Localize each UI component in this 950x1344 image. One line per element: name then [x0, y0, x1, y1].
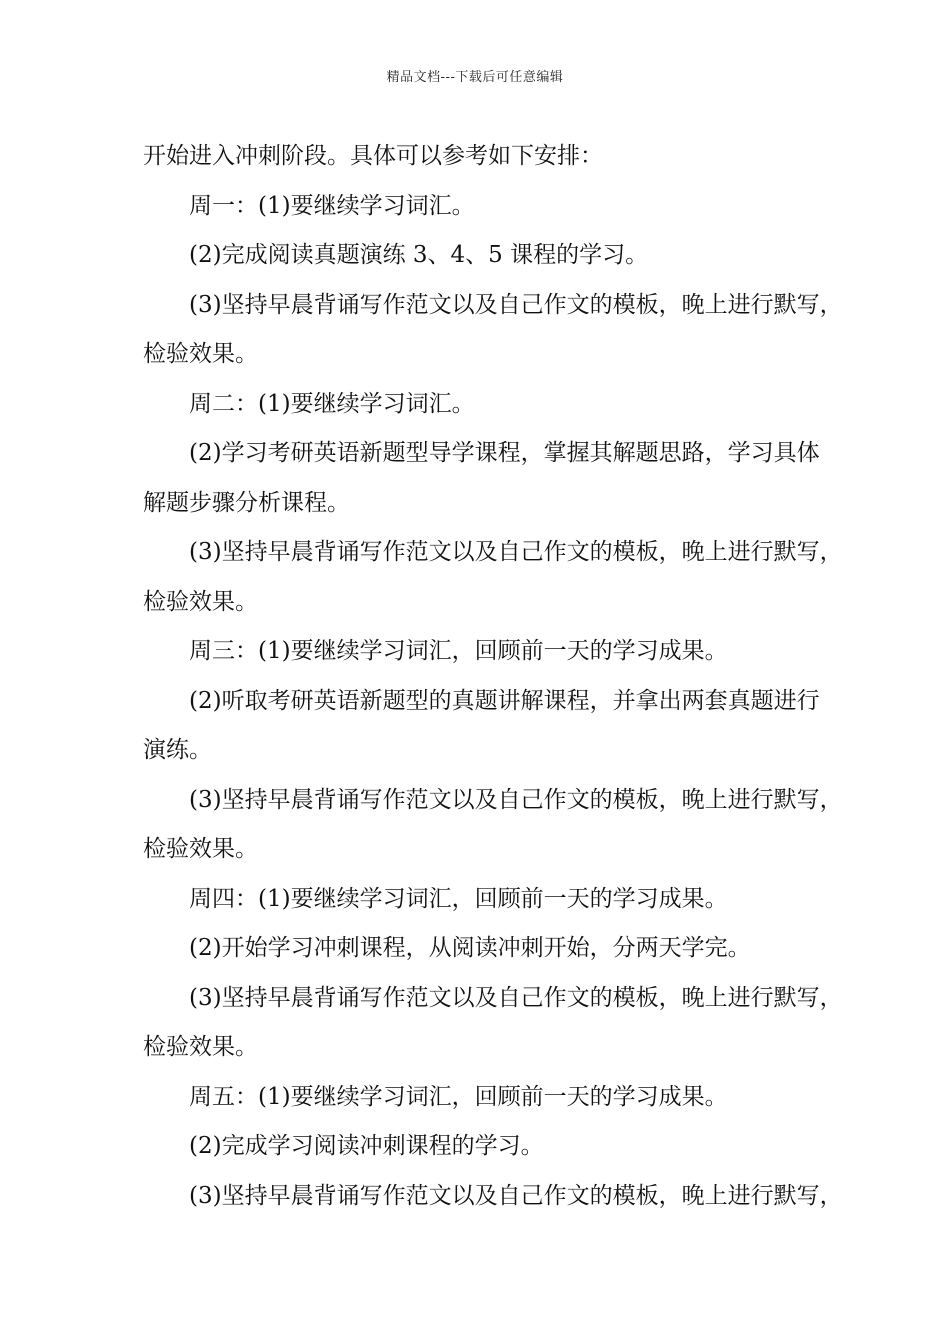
text-line: 检验效果。 [143, 341, 258, 367]
text-line: 检验效果。 [143, 1034, 258, 1060]
text-line: 检验效果。 [143, 588, 258, 615]
text-line: 周四：(1)要继续学习词汇，回顾前一天的学习成果。 [189, 885, 728, 912]
page-header: 精品文档---下载后可任意编辑 [386, 70, 564, 85]
text-line: (2)开始学习冲刺课程，从阅读冲刺开始，分两天学完。 [189, 935, 751, 961]
document-body [143, 132, 843, 1221]
text-line: (2)完成学习阅读冲刺课程的学习。 [189, 1133, 544, 1159]
text-line: (3)坚持早晨背诵写作范文以及自己作文的模板，晚上进行默写， [189, 539, 843, 565]
text-line: (3)坚持早晨背诵写作范文以及自己作文的模板，晚上进行默写， [189, 786, 843, 813]
text-line: (3)坚持早晨背诵写作范文以及自己作文的模板，晚上进行默写， [189, 984, 843, 1011]
text-line: 周五：(1)要继续学习词汇，回顾前一天的学习成果。 [189, 1083, 728, 1110]
text-line: 周二：(1)要继续学习词汇。 [189, 390, 475, 417]
text-line: 检验效果。 [143, 836, 258, 862]
text-line: 开始进入冲刺阶段。具体可以参考如下安排： [143, 143, 603, 169]
text-line: (3)坚持早晨背诵写作范文以及自己作文的模板，晚上进行默写， [189, 1182, 843, 1209]
text-line: (2)学习考研英语新题型导学课程，掌握其解题思路，学习具体 [189, 440, 820, 466]
text-line: (3)坚持早晨背诵写作范文以及自己作文的模板，晚上进行默写， [189, 291, 843, 318]
text-line: (2)完成阅读真题演练 3、4、5 课程的学习。 [189, 242, 649, 268]
text-line: 周三：(1)要继续学习词汇，回顾前一天的学习成果。 [189, 638, 728, 664]
text-line: 解题步骤分析课程。 [143, 489, 350, 516]
text-line: 演练。 [143, 737, 212, 763]
text-line: (2)听取考研英语新题型的真题讲解课程，并拿出两套真题进行 [189, 687, 820, 714]
text-line: 周一：(1)要继续学习词汇。 [189, 192, 475, 219]
